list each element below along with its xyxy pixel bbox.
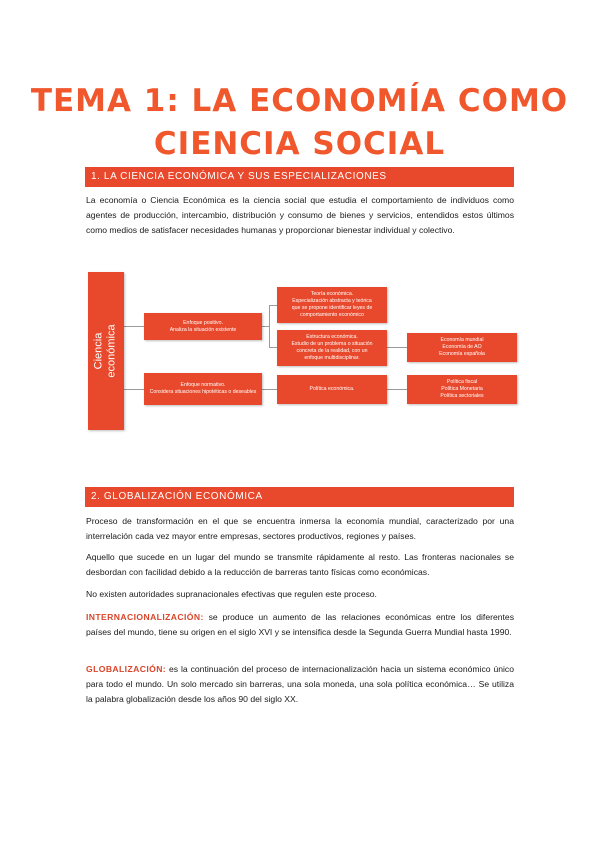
section-1-paragraph: La economía o Ciencia Económica es la ciencia social que estudia el comportamiento de individuos como agentes de producción, intercambio, distribución y consumo de bienes y servicios, entendidos estos últimos como medios de satisfacer necesidades humanas y proporcionar bienestar individual y colectivo. (86, 195, 514, 235)
section-2-paragraph-1: Proceso de transformación en el que se encuentra inmersa la economía mundial, caracterizado por una interrelación cada vez mayor entre empresas, sectores productivos, regiones y países. (86, 516, 514, 541)
internationalization-text: se produce un aumento de las relaciones económicas entre los diferentes países del mundo, tiene su origen en el siglo XVI y se intensifica desde la Segunda Guerra Mundial hasta 1990. (86, 612, 514, 637)
title-line-1: TEMA 1: LA ECONOMÍA COMO (30, 83, 569, 119)
internationalization-label: INTERNACIONALIZACIÓN: (86, 612, 204, 622)
positive-approach-box: Enfoque positivo. Analiza la situación existente (144, 313, 262, 340)
connector (269, 347, 277, 348)
connector (124, 389, 144, 390)
connector (262, 326, 269, 327)
economic-policy-box: Política económica. (277, 375, 387, 404)
policies-box: Política fiscal Política Monetaria Política sectoriales (407, 375, 517, 404)
connector (124, 326, 144, 327)
connector (269, 305, 277, 306)
section-2-heading: 2. GLOBALIZACIÓN ECONÓMICA (85, 487, 514, 507)
section-1-heading: 1. LA CIENCIA ECONÓMICA Y SUS ESPECIALIZACIONES (85, 167, 514, 187)
economies-box: Economía mundial Economía de AO Economía española (407, 333, 517, 362)
economic-structure-box: Estructura económica. Estudio de un problema o situación concreta de la realidad, con un enfoque multidisciplinar. (277, 330, 387, 366)
section-2-paragraph-3: No existen autoridades supranacionales efectivas que regulen este proceso. (86, 589, 377, 599)
connector (269, 305, 270, 347)
section-2-paragraph-2: Aquello que sucede en un lugar del mundo se transmite rápidamente al resto. Las fronteras nacionales se desbordan con facilidad debido a la reducción de barreras tanto físicas como económicas. (86, 552, 514, 577)
connector (387, 389, 407, 390)
normative-approach-box: Enfoque normativo. Considera situaciones hipotéticas o deseables (144, 373, 262, 405)
page-title (0, 80, 599, 166)
connector (262, 389, 277, 390)
diagram-main-box (88, 272, 124, 430)
globalization-paragraph (86, 662, 514, 707)
globalization-text: es la continuación del proceso de internacionalización hacia un sistema económico único para todo el mundo. Un solo mercado sin barreras, una sola moneda, una sola política económica… Se utiliza la palabra globalización desde los años 90 del siglo XX. (86, 664, 514, 704)
diagram-main-label: Ciencia económica (93, 324, 119, 378)
economic-theory-box: Teoría económica. Especialización abstracta y teórica que se propone identificar leyes de comportamiento económico (277, 287, 387, 323)
globalization-label: GLOBALIZACIÓN: (86, 664, 167, 674)
internationalization-paragraph (86, 610, 514, 640)
connector (387, 347, 407, 348)
title-line-2: CIENCIA SOCIAL (153, 126, 446, 162)
